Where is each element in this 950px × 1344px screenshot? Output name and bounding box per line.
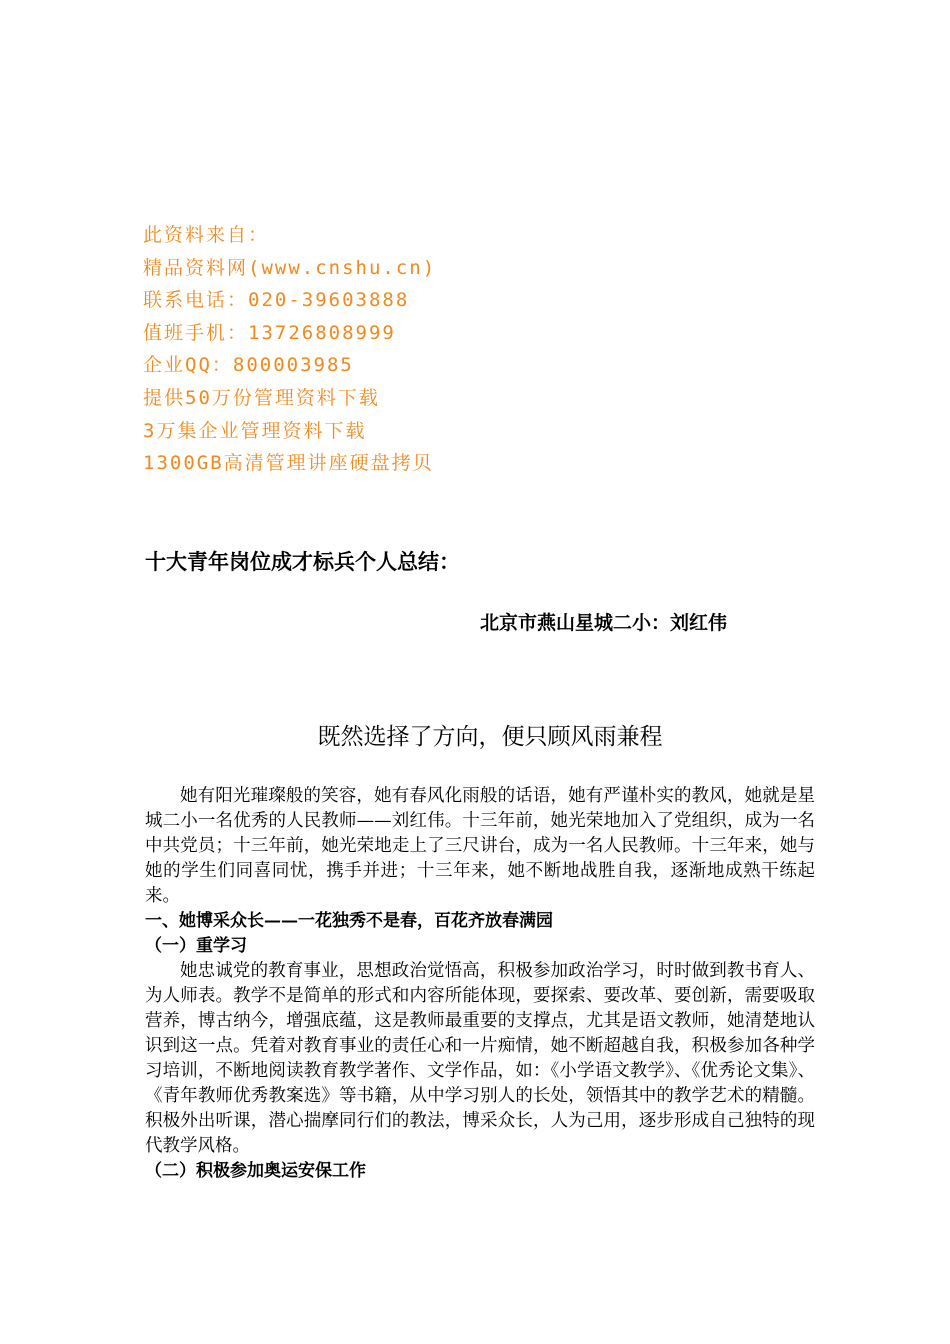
promo-line-mobile: 值班手机：13726808999 (143, 321, 396, 344)
promo-line-offer-1: 提供50万份管理资料下载 (143, 386, 380, 409)
intro-paragraph: 她有阳光璀璨般的笑容，她有春风化雨般的话语，她有严谨朴实的教风，她就是星城二小一名优秀的人民教师——刘红伟。十三年前，她光荣地加入了党组织，成为一名中共党员；十三年前，她光荣地走上了三尺讲台，成为一名人民教师。十三年来，她与她的学生们同喜同忧，携手并进；十三年来，她不断地战胜自我，逐渐地成熟干练起来。 (145, 786, 815, 906)
subsection-paragraph-1: 她忠诚党的教育事业，思想政治觉悟高，积极参加政治学习，时时做到教书育人、为人师表。教学不是简单的形式和内容所能体现，要探索、要改革、要创新，需要吸取营养，博古纳今，增强底蕴，这是教师最重要的支撑点，尤其是语文教师，她清楚地认识到这一点。凭着对教育事业的责任心和一片痴情，她不断超越自我，积极参加各种学习培训，不断地阅读教育教学著作、文学作品，如：《小学语文教学》、《优秀论文集》、《青年教师优秀教案选》等书籍，从中学习别人的长处，领悟其中的教学艺术的精髓。积极外出听课，潜心揣摩同行们的教法，博采众长，人为己用，逐步形成自己独特的现代教学风格。 (145, 961, 815, 1156)
promo-line-phone: 联系电话：020-39603888 (143, 289, 410, 312)
document-body (145, 784, 815, 1184)
section-heading-1: 一、她博采众长——一花独秀不是春，百花齐放春满园 (145, 911, 553, 931)
promo-block (143, 219, 703, 480)
promo-line-source: 此资料来自： (143, 224, 270, 246)
document-author: 北京市燕山星城二小：刘红伟 (480, 612, 728, 634)
document-subtitle: 既然选择了方向，便只顾风雨兼程 (317, 724, 663, 750)
promo-line-qq: 企业QQ：800003985 (143, 354, 354, 377)
promo-line-website: 精品资料网(www.cnshu.cn) (143, 256, 437, 279)
document-title: 十大青年岗位成才标兵个人总结： (145, 550, 460, 574)
subsection-heading-1: （一）重学习 (145, 936, 247, 956)
promo-line-offer-2: 3万集企业管理资料下载 (143, 419, 367, 442)
subsection-heading-2: （二）积极参加奥运安保工作 (145, 1161, 366, 1181)
promo-line-offer-3: 1300GB高清管理讲座硬盘拷贝 (143, 452, 434, 475)
